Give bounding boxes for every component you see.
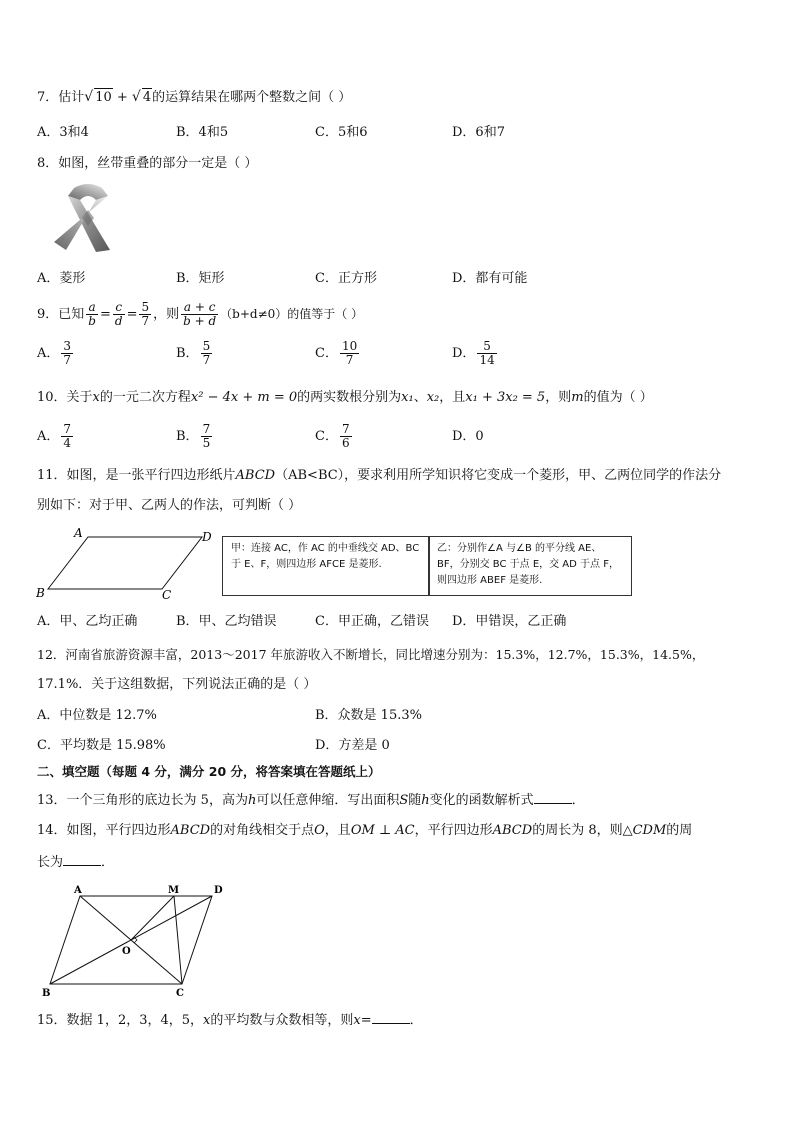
den: 4 <box>63 436 72 450</box>
question-14 <box>37 822 692 840</box>
parallelogram-figure <box>36 525 216 603</box>
q10-option-c[interactable] <box>315 423 354 451</box>
question-11 <box>37 467 721 485</box>
question-13 <box>37 790 585 810</box>
ribbon-image <box>52 182 124 254</box>
q9-option-d[interactable] <box>452 340 499 368</box>
abcd-2: ABCD <box>492 823 533 838</box>
label: D． <box>452 346 476 361</box>
label: A． <box>37 346 60 361</box>
num: c <box>113 301 125 315</box>
q8-option-a[interactable]: A．菱形 <box>37 271 86 286</box>
num: 5 <box>477 340 496 354</box>
q14-line2 <box>37 852 114 872</box>
then: ，则 <box>153 307 180 322</box>
q10-stem-b: 的一元二次方程 <box>99 390 191 405</box>
point-a: A <box>74 885 82 896</box>
label: C． <box>315 346 338 361</box>
den: 14 <box>479 353 495 367</box>
var-x: x <box>92 390 100 405</box>
question-15 <box>37 1010 423 1030</box>
method-box-jia: 甲：连接 AC，作 AC 的中垂线交 AD、BC 于 E、F，则四边形 AFCE 是菱形. <box>222 536 430 596</box>
var-h: h <box>247 793 257 808</box>
den: 7 <box>141 314 150 328</box>
q14-f: 的周 <box>666 823 693 838</box>
num: a <box>86 301 98 315</box>
point-c: C <box>176 988 184 999</box>
den: d <box>114 314 123 328</box>
q10-option-b[interactable] <box>176 423 214 451</box>
den: 7 <box>63 353 72 367</box>
q14-line2-text: 长为 <box>37 855 64 870</box>
fraction-sum <box>181 301 218 328</box>
triangle-cdm: △CDM <box>622 823 667 838</box>
fraction-c-d <box>113 301 125 328</box>
den: 6 <box>341 436 350 450</box>
equals: = <box>360 1013 372 1028</box>
abcd: ABCD <box>235 468 276 483</box>
var-m: m <box>571 390 584 405</box>
q7-option-d[interactable]: D．6和7 <box>452 125 505 140</box>
point-b: B <box>36 586 45 600</box>
q9-stem: 9．已知 <box>37 307 85 322</box>
label: B． <box>176 429 199 444</box>
question-7: 7．估计√ 10 + √ 4的运算结果在哪两个整数之间（ ） <box>37 89 352 105</box>
q9-condition: （b+d≠0）的值等于（ ） <box>220 307 364 321</box>
num: a + c <box>181 301 218 315</box>
answer-blank-14[interactable] <box>63 852 101 866</box>
num: 5 <box>141 300 150 314</box>
q7-stem: 7．估计 <box>37 90 85 105</box>
point-c: C <box>162 588 172 602</box>
num: 3 <box>63 339 72 353</box>
q11-option-c[interactable]: C．甲正确，乙错误 <box>315 614 429 629</box>
point-o: O <box>122 946 131 957</box>
q10-option-d[interactable]: D．0 <box>452 429 484 444</box>
q15-a: 15．数据 1，2，3，4，5， <box>37 1013 204 1028</box>
point-o-label: O <box>314 823 325 838</box>
sep: 、 <box>413 390 427 405</box>
q9-option-c[interactable] <box>315 340 361 368</box>
q10-stem-f: 的值为（ ） <box>583 390 653 405</box>
q14-e: 的周长为 8，则 <box>532 823 623 838</box>
answer-blank-15[interactable] <box>372 1010 410 1024</box>
q12-line2: 17.1%．关于这组数据，下列说法正确的是（ ） <box>37 677 317 692</box>
q12-option-c[interactable]: C．平均数是 15.98% <box>37 738 166 753</box>
q11-option-a[interactable]: A．甲、乙均正确 <box>37 614 138 629</box>
q12-option-b[interactable]: B．众数是 15.3% <box>315 708 422 723</box>
num: 5 <box>202 339 211 353</box>
sqrt-10: 10 <box>95 90 112 105</box>
q14-end: ． <box>101 855 115 870</box>
q13-c: 随 <box>408 793 422 808</box>
var-x2: x <box>353 1013 361 1028</box>
num: 10 <box>341 339 358 353</box>
question-10 <box>37 389 653 407</box>
num: 7 <box>202 422 211 436</box>
q13-end: ． <box>571 793 585 808</box>
condition: OM ⊥ AC <box>350 823 415 838</box>
var-x: x <box>203 1013 211 1028</box>
q11-option-b[interactable]: B．甲、乙均错误 <box>176 614 277 629</box>
label: A． <box>37 429 60 444</box>
q7-stem-end: 的运算结果在哪两个整数之间（ ） <box>152 90 352 105</box>
q11-stem-b: （AB<BC），要求利用所学知识将它变成一个菱形，甲、乙两位同学的作法分 <box>275 468 722 483</box>
point-a: A <box>74 526 83 540</box>
q11-option-d[interactable]: D．甲错误，乙正确 <box>452 614 567 629</box>
parallelogram-diagonals-figure <box>40 882 230 1000</box>
q10-stem-c: 的两实数根分别为 <box>297 390 402 405</box>
q8-option-d[interactable]: D．都有可能 <box>452 271 528 286</box>
section-2-heading: 二、填空题（每题 4 分，满分 20 分，将答案填在答题纸上） <box>37 764 381 779</box>
equation: x² − 4x + m = 0 <box>190 390 298 405</box>
plus-sign: + <box>112 90 132 105</box>
sqrt-4: 4 <box>142 90 152 105</box>
q14-c: ，且 <box>324 823 351 838</box>
fraction-5-7 <box>139 301 151 328</box>
label: C． <box>315 429 338 444</box>
q11-line2: 别如下：对于甲、乙两人的作法，可判断（ ） <box>37 498 302 513</box>
method-box-yi: 乙：分别作∠A 与∠B 的平分线 AE、BF，分别交 BC 于点 E，交 AD 于点 F，则四边形 ABEF 是菱形. <box>428 536 632 596</box>
q9-option-a[interactable] <box>37 340 75 368</box>
q10-stem: 10．关于 <box>37 390 93 405</box>
q13-b: 可以任意伸缩．写出面积 <box>256 793 400 808</box>
den: b + d <box>183 314 217 328</box>
condition: x₁ + 3x₂ = 5 <box>465 390 546 405</box>
q14-b: 的对角线相交于点 <box>210 823 315 838</box>
fraction-a-b <box>86 301 98 328</box>
q10-stem-e: ，则 <box>545 390 572 405</box>
q8-option-b[interactable]: B．矩形 <box>176 271 225 286</box>
point-d: D <box>202 530 212 544</box>
q12-option-a[interactable]: A．中位数是 12.7% <box>37 708 157 723</box>
var-x2: x₂ <box>426 390 440 405</box>
point-d: D <box>214 885 223 896</box>
point-m: M <box>168 885 180 896</box>
equals: = <box>126 307 138 322</box>
num: 7 <box>341 422 350 436</box>
q14-d: ，平行四边形 <box>414 823 493 838</box>
answer-blank-13[interactable] <box>534 790 572 804</box>
q15-end: ． <box>409 1013 423 1028</box>
var-s: S <box>399 793 409 808</box>
equals: = <box>99 307 111 322</box>
q7-option-a[interactable]: A．3和4 <box>37 125 89 140</box>
question-9 <box>37 300 363 329</box>
den: 7 <box>202 353 211 367</box>
q7-option-c[interactable]: C．5和6 <box>315 125 368 140</box>
label: B． <box>176 346 199 361</box>
abcd: ABCD <box>170 823 211 838</box>
num: 7 <box>63 422 72 436</box>
q13-a: 13．一个三角形的底边长为 5，高为 <box>37 793 248 808</box>
question-12: 12．河南省旅游资源丰富，2013～2017 年旅游收入不断增长，同比增速分别为：15.3%，12.7%，15.3%，14.5%， <box>37 647 705 662</box>
q12-option-d[interactable]: D．方差是 0 <box>315 738 390 753</box>
q14-a: 14．如图，平行四边形 <box>37 823 171 838</box>
q8-option-c[interactable]: C．正方形 <box>315 271 377 286</box>
q11-stem: 11．如图，是一张平行四边形纸片 <box>37 468 236 483</box>
den: 7 <box>345 353 354 367</box>
den: 5 <box>202 436 211 450</box>
q9-option-b[interactable] <box>176 340 214 368</box>
question-8: 8．如图，丝带重叠的部分一定是（ ） <box>37 156 258 171</box>
var-h2: h <box>421 793 430 808</box>
q7-option-b[interactable]: B．4和5 <box>176 125 229 140</box>
q10-option-a[interactable] <box>37 423 75 451</box>
var-x1: x₁ <box>401 390 414 405</box>
point-b: B <box>42 988 51 999</box>
q13-d: 变化的函数解析式 <box>429 793 534 808</box>
q10-stem-d: ，且 <box>439 390 466 405</box>
den: b <box>88 314 96 328</box>
q15-b: 的平均数与众数相等，则 <box>210 1013 354 1028</box>
